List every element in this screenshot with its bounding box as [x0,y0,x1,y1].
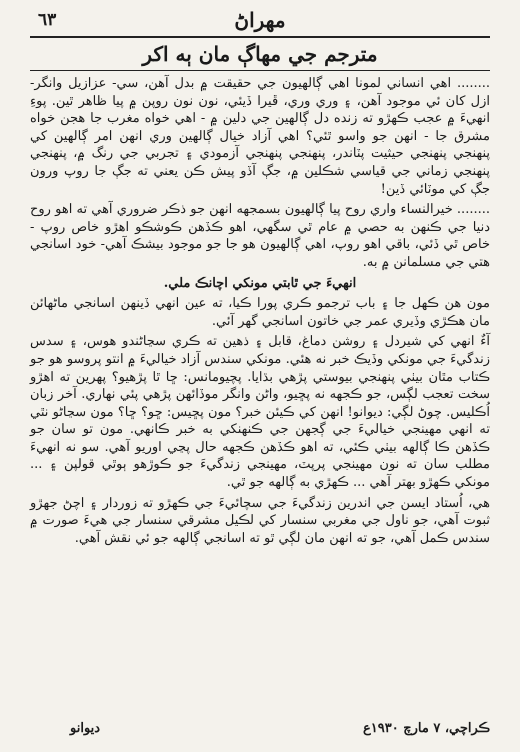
signature-name: ديوانو [70,721,101,736]
paragraph: مون هن ڪهل جا ۽ باب ترجمو ڪري پورا ڪيا، ته عين انهي ڏينهن اسانجي ماڻهائن مان هڪڙي وڏيري عمر جي خاتون اسانجي گهر آئي. [30,296,490,329]
article-heading: مترجم جي مهاڳ مان ٻه اکر [142,42,378,66]
signature-line [70,721,490,736]
paragraph: ........ خيرالنساء واري روح پيا ڳالهيون بسمجهه انهن جو ذڪر ضروري آهي ته اهو روح دنيا جي ڪنهن به حصي ۾ عام ٿي سگهي، اهو ڪڏهن ڪوشڪو اهڙو خاص روپ - خاص ٿي ڏئي، باقي اهو روپ، اهي ڳالهيون هو جا جو موجود بيشڪ آهي- خود اسانجي هتي جي مسلمانن ۾ به. [30,202,490,270]
page-header [30,6,490,34]
paragraph: هي، اُستاد ايسن جي اندرين زندگيءَ جي سچائيءَ جي ڪهڙو ته زوردار ۽ اچڻ جهڙو ثبوت آهي، جو ناول جي مغربي سنسار کي لڪيل مشرقي سنسار جي هيءَ صورت ۾ سندس ڪمل آهي، جو ته انهن مان لڳي ٿو ته اسانجي ڳالهه جو ئي نقش آهي. [30,495,490,546]
header-rule [30,36,490,38]
paragraph: ........ اهي انساني لمونا اهي ڳالهيون جي حقيقت ۾ بدل آهن، سي- عزازيل وانگر- ازل کان ئي موجود آهن، ۽ وري وري، ڦيرا ڏيئي، نون نون روپن ۾ پيا ظاهر ٿين. پوءِ انهيءَ ۾ عجب ڪهڙو ته زنده دل ڳالهين جي دلين ۾ - اهي خواه مغرب جا هجن خواه مشرق جا - انهن جو واسو ٿئي؟ اهي آزاد خيال ڳالهين وري انهن امر ڳالهين کي پنهنجي پنهنجي حيثيت پٽاندر، پنهنجي پنهنجي آزمودي ۽ تجربي جي رنگ ۾، پنهنجي پنهنجي زماني جي قياسي شڪلين ۾، جڳ آڏو پيش ڪن يعني ته جڳ جا روپ ورون جڳ کي موٽائي ڏين! [30,76,491,197]
article-body [30,75,490,547]
paragraph: آءٌ انهي کي شيردل ۽ روشن دماغ، قابل ۽ ذهين ته ڪري سڃاڻندو هوس، ۽ سدس زندگيءَ جي مونکي وڏيڪ خبر نه هئي. مونکي سندس آزاد خياليءَ ۾ انتو پروسو هو جو ڪتاب مٿان بيٺي پنهنجي بيوستي پڙهي بڌايا. پچيومانس: ڇا ٿا پڙهيو؟ پهرين ته اهڙو سخت تعجب لڳس، جو ڪجهه نه پڇيو، واڻن وانگر موڏائهن پڙهي پئي نهاري. آخر زبان اُڪليس. چوڻ لڳي: ديوانو! انهن کي ڪيئن خبر؟ مون پڇيس: ڇو؟ ڇا؟ مون سڃاڻو نٿي ته انهي مهينجي خياليءَ جي ڳجهن جي ڪنهنکي به خبر ڪانهي. مون تو سان جو ڪڏهن ڪا ڳالهه بيٺي ڪئي، ته اهو ڪڏهن ڪجهه حال پڃي اوريو آهي. سو نه انهيءَ مطلب سان ته نون مهينجي پرپٽ، مهينجي زندگيءَ جو ڪوڙهو ٻوٿي قولپن ۽ ... مونکي ڪهڙو بهتر آهي ... ڪهڙي به ڳالهه جو ٿي. [30,334,490,491]
heading-rule [30,70,490,71]
running-title: مهراڻ [234,8,286,32]
signature-place-date: ڪراچي، ٧ مارچ ١٩٣٠ع [362,721,490,736]
page-number: ٦٣ [38,10,57,30]
paragraph: انهيءَ جي ٿابتي مونکي اچانڪ ملي. [163,275,357,291]
